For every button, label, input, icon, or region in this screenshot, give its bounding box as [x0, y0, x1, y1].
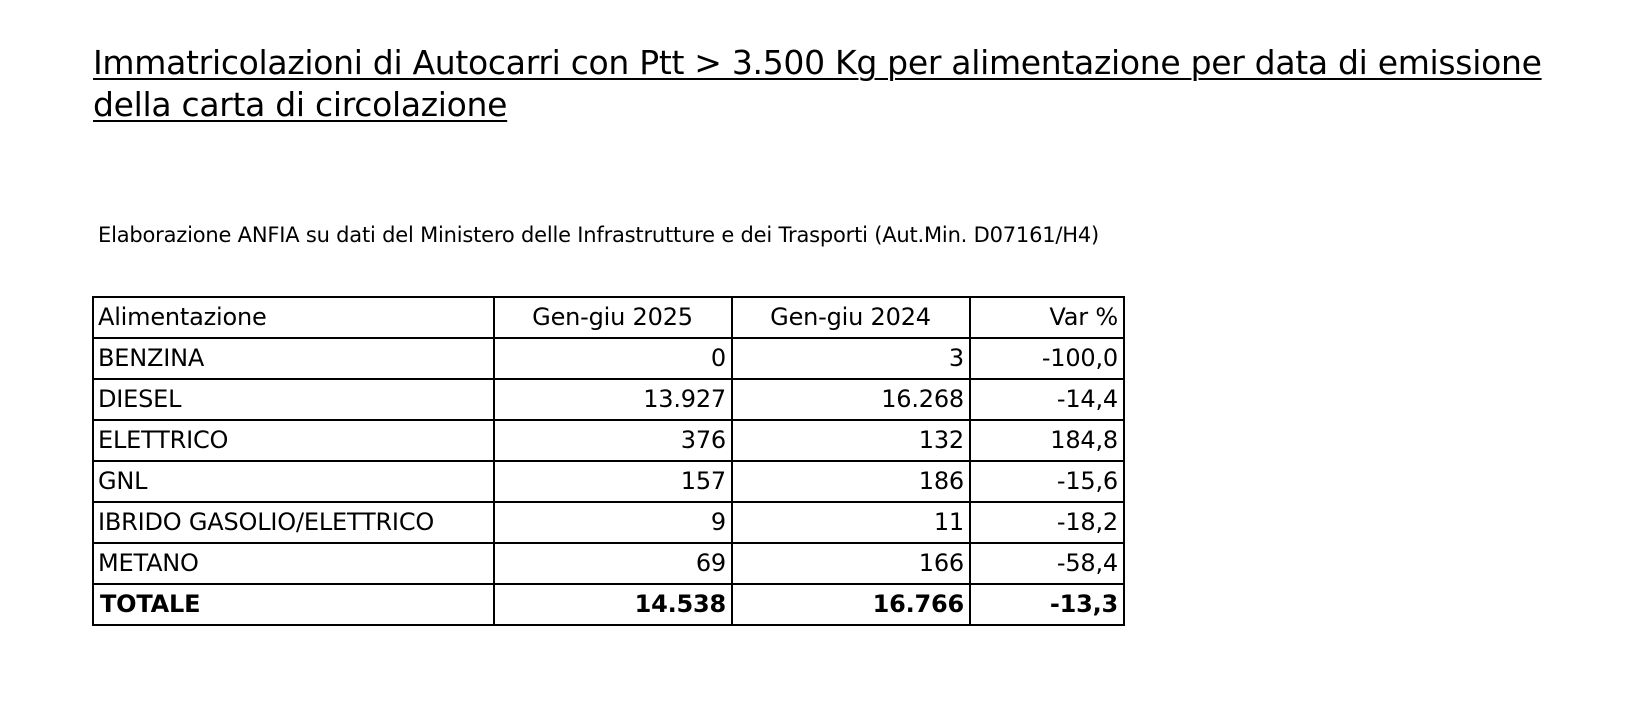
cell-2024: 166 — [732, 543, 970, 584]
cell-fuel-type: BENZINA — [93, 338, 494, 379]
cell-2025: 69 — [494, 543, 732, 584]
page-title-line-2: della carta di circolazione — [93, 85, 508, 124]
total-label: TOTALE — [93, 584, 494, 625]
header-alimentazione: Alimentazione — [93, 297, 494, 338]
cell-fuel-type: IBRIDO GASOLIO/ELETTRICO — [93, 502, 494, 543]
header-gen-giu-2024: Gen-giu 2024 — [732, 297, 970, 338]
cell-2025: 157 — [494, 461, 732, 502]
cell-2025: 13.927 — [494, 379, 732, 420]
cell-var: -18,2 — [970, 502, 1124, 543]
page-title — [93, 42, 1593, 126]
table-header-row — [93, 297, 1124, 338]
cell-2024: 11 — [732, 502, 970, 543]
cell-var: 184,8 — [970, 420, 1124, 461]
header-var-percent: Var % — [970, 297, 1124, 338]
source-note: Elaborazione ANFIA su dati del Ministero delle Infrastrutture e dei Trasporti (Aut.Min. D07161/H4) — [98, 223, 1100, 247]
cell-2025: 376 — [494, 420, 732, 461]
cell-var: -100,0 — [970, 338, 1124, 379]
table-row — [93, 379, 1124, 420]
cell-var: -14,4 — [970, 379, 1124, 420]
table-total-row — [93, 584, 1124, 625]
table-row — [93, 338, 1124, 379]
cell-var: -15,6 — [970, 461, 1124, 502]
total-2024: 16.766 — [732, 584, 970, 625]
cell-fuel-type: ELETTRICO — [93, 420, 494, 461]
cell-2024: 3 — [732, 338, 970, 379]
table-row — [93, 420, 1124, 461]
total-var: -13,3 — [970, 584, 1124, 625]
cell-fuel-type: DIESEL — [93, 379, 494, 420]
cell-fuel-type: GNL — [93, 461, 494, 502]
page-title-line-1: Immatricolazioni di Autocarri con Ptt > 3.500 Kg per alimentazione per data di emissione — [93, 43, 1542, 82]
table-row — [93, 461, 1124, 502]
cell-2024: 16.268 — [732, 379, 970, 420]
registrations-table — [92, 296, 1125, 626]
cell-2024: 186 — [732, 461, 970, 502]
table-row — [93, 543, 1124, 584]
table-row — [93, 502, 1124, 543]
cell-2024: 132 — [732, 420, 970, 461]
header-gen-giu-2025: Gen-giu 2025 — [494, 297, 732, 338]
total-2025: 14.538 — [494, 584, 732, 625]
cell-2025: 0 — [494, 338, 732, 379]
cell-var: -58,4 — [970, 543, 1124, 584]
cell-2025: 9 — [494, 502, 732, 543]
cell-fuel-type: METANO — [93, 543, 494, 584]
